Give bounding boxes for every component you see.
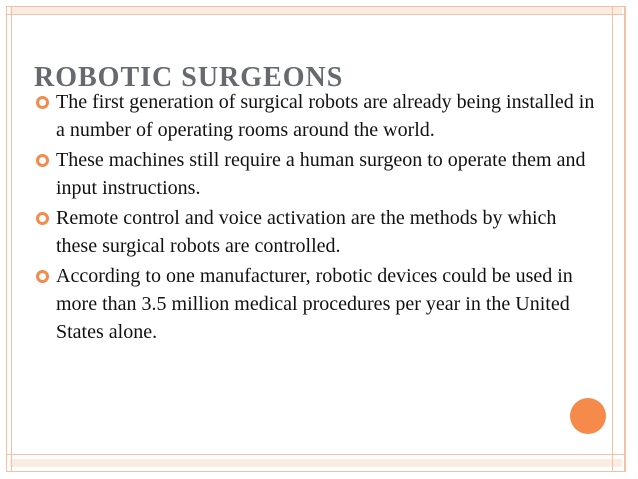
right-frame-line-inner <box>612 6 613 472</box>
right-frame-line-outer <box>624 6 625 472</box>
bullet-text: The first generation of surgical robots are already being installed in a number of operating rooms around the world. <box>56 91 595 141</box>
slide-title: ROBOTIC SURGEONS <box>34 62 344 93</box>
ring-bullet-icon <box>36 96 49 109</box>
left-frame-line <box>11 6 12 472</box>
bottom-frame-line-inner <box>6 454 626 455</box>
bullet-item-1 <box>36 88 596 144</box>
orange-circle-icon <box>570 398 606 434</box>
bullet-item-4 <box>36 262 596 346</box>
bullet-text: These machines still require a human surgeon to operate them and input instructions. <box>56 149 586 199</box>
bullet-text: Remote control and voice activation are the methods by which these surgical robots are controlled. <box>56 207 557 257</box>
ring-bullet-icon <box>36 212 49 225</box>
ring-bullet-icon <box>36 154 49 167</box>
top-frame-line-inner <box>6 14 626 15</box>
bullet-item-3 <box>36 204 596 260</box>
ring-bullet-icon <box>36 270 49 283</box>
bullet-text: According to one manufacturer, robotic devices could be used in more than 3.5 million medical procedures per year in the United States alone. <box>56 265 573 343</box>
bullet-item-2 <box>36 146 596 202</box>
bullet-list <box>36 88 596 348</box>
